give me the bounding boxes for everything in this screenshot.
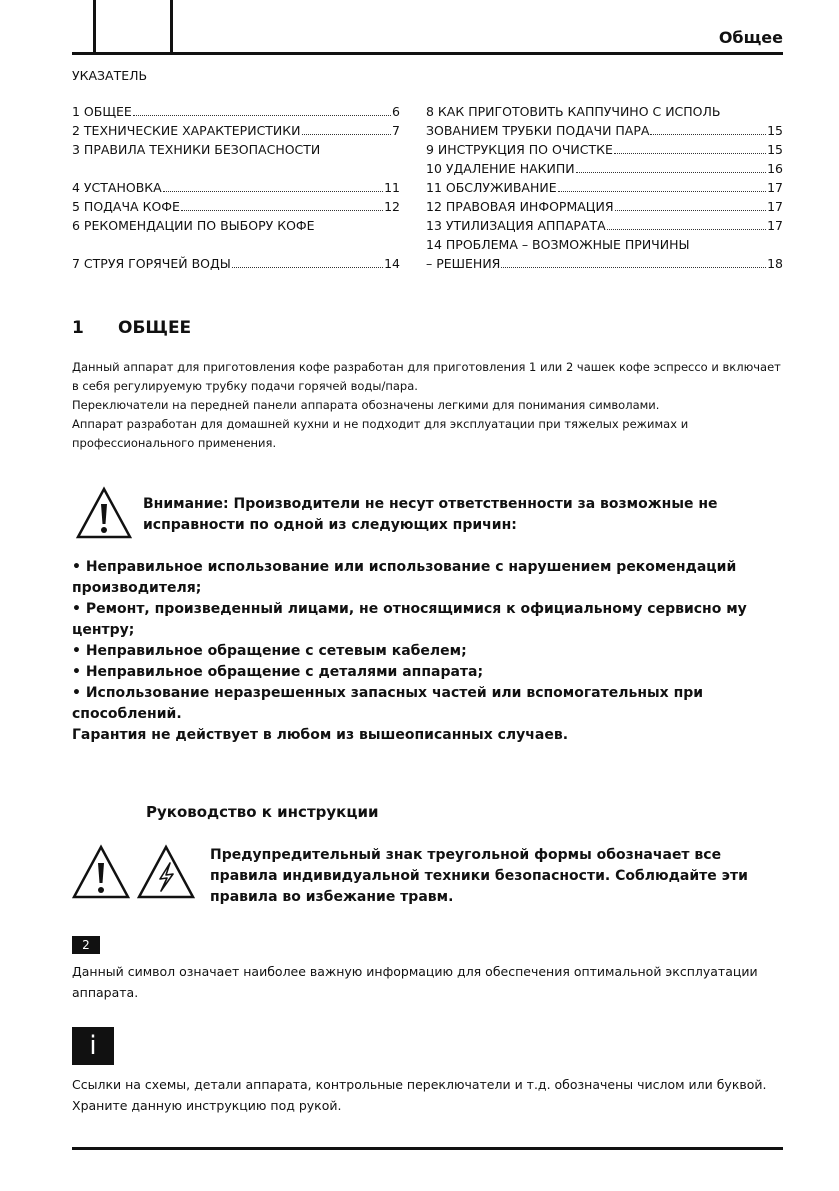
toc-entry[interactable]: 8 КАК ПРИГОТОВИТЬ КАППУЧИНО С ИСПОЛЬ: [426, 104, 721, 119]
toc-entry[interactable]: 9 ИНСТРУКЦИЯ ПО ОЧИСТКЕ 15: [426, 142, 783, 157]
list-item: • Ремонт, произведенный лицами, не относящимися к официальному сервисно му центру;: [72, 601, 747, 638]
toc-entry[interactable]: 1 ОБЩЕЕ 6: [72, 104, 400, 119]
toc-entry[interactable]: 5 ПОДАЧА КОФЕ 12: [72, 199, 400, 214]
footer-rule: [72, 1147, 783, 1150]
info-icon: i: [72, 1027, 114, 1065]
toc-left-column: [72, 102, 400, 273]
toc-entry[interactable]: 6 РЕКОМЕНДАЦИИ ПО ВЫБОРУ КОФЕ: [72, 218, 315, 233]
toc-entry[interactable]: 4 УСТАНОВКА 11: [72, 180, 400, 195]
toc-entry[interactable]: 7 СТРУЯ ГОРЯЧЕЙ ВОДЫ 14: [72, 256, 400, 271]
toc-entry[interactable]: 10 УДАЛЕНИЕ НАКИПИ 16: [426, 161, 783, 176]
toc-gap: [72, 235, 400, 254]
section-heading: [72, 318, 191, 338]
toc-entry[interactable]: 12 ПРАВОВАЯ ИНФОРМАЦИЯ 17: [426, 199, 783, 214]
guide-warning-text: Предупредительный знак треугольной формы обозначает все правила индивидуальной техники безопасности. Соблюдайте эти правила во избежание травм.: [210, 847, 748, 905]
warning-bullet-list: [72, 557, 784, 746]
toc-entry[interactable]: 13 УТИЛИЗАЦИЯ АППАРАТА 17: [426, 218, 783, 233]
toc-entry[interactable]: 14 ПРОБЛЕМА – ВОЗМОЖНЫЕ ПРИЧИНЫ: [426, 237, 690, 252]
toc-gap: [72, 159, 400, 178]
intro-text: [72, 358, 784, 453]
list-item: • Неправильное использование или использование с нарушением рекомендаций производителя;: [72, 559, 737, 596]
intro-paragraph: Данный аппарат для приготовления кофе разработан для приготовления 1 или 2 чашек кофе эспрессо и включает в себя регулируемую трубку подачи горячей воды/пара.: [72, 360, 781, 393]
intro-paragraph: Переключатели на передней панели аппарата обозначены легкими для понимания символами.: [72, 398, 660, 412]
important-badge: 2: [72, 936, 100, 954]
toc-right-column: [426, 102, 783, 273]
guarantee-note: Гарантия не действует в любом из вышеописанных случаев.: [72, 727, 569, 743]
intro-paragraph: Аппарат разработан для домашней кухни и не подходит для эксплуатации при тяжелых режимах и профессионального применения.: [72, 417, 689, 450]
list-item: • Неправильное обращение с сетевым кабелем;: [72, 643, 467, 659]
section-title: ОБЩЕЕ: [118, 318, 192, 338]
reference-note: Ссылки на схемы, детали аппарата, контрольные переключатели и т.д. обозначены числом или буквой. Храните данную инструкцию под рукой.: [72, 1077, 767, 1113]
guide-title: Руководство к инструкции: [146, 803, 379, 821]
page-header-title: Общее: [718, 28, 783, 47]
header-tab-box: [93, 0, 173, 55]
guide-icons: [72, 843, 202, 905]
warning-triangle-icon: [75, 486, 133, 544]
toc-entry[interactable]: ЗОВАНИЕМ ТРУБКИ ПОДАЧИ ПАРА 15: [426, 123, 783, 138]
toc-entry[interactable]: 2 ТЕХНИЧЕСКИЕ ХАРАКТЕРИСТИКИ 7: [72, 123, 400, 138]
caution-triangle-icon: [72, 843, 202, 901]
toc-entry[interactable]: 11 ОБСЛУЖИВАНИЕ 17: [426, 180, 783, 195]
toc-entry[interactable]: – РЕШЕНИЯ 18: [426, 256, 783, 271]
list-item: • Неправильное обращение с деталями аппарата;: [72, 664, 484, 680]
toc-entry[interactable]: 3 ПРАВИЛА ТЕХНИКИ БЕЗОПАСНОСТИ: [72, 142, 321, 157]
warning-text: Внимание: Производители не несут ответственности за возможные не исправности по одной из следующих причин:: [143, 496, 718, 533]
symbol-description: Данный символ означает наиболее важную информацию для обеспечения оптимальной эксплуатации аппарата.: [72, 964, 758, 1000]
section-number: 1: [72, 318, 84, 338]
header-rule: [72, 52, 783, 55]
index-heading: УКАЗАТЕЛЬ: [72, 68, 148, 83]
list-item: • Использование неразрешенных запасных частей или вспомогательных при способлений.: [72, 685, 704, 722]
